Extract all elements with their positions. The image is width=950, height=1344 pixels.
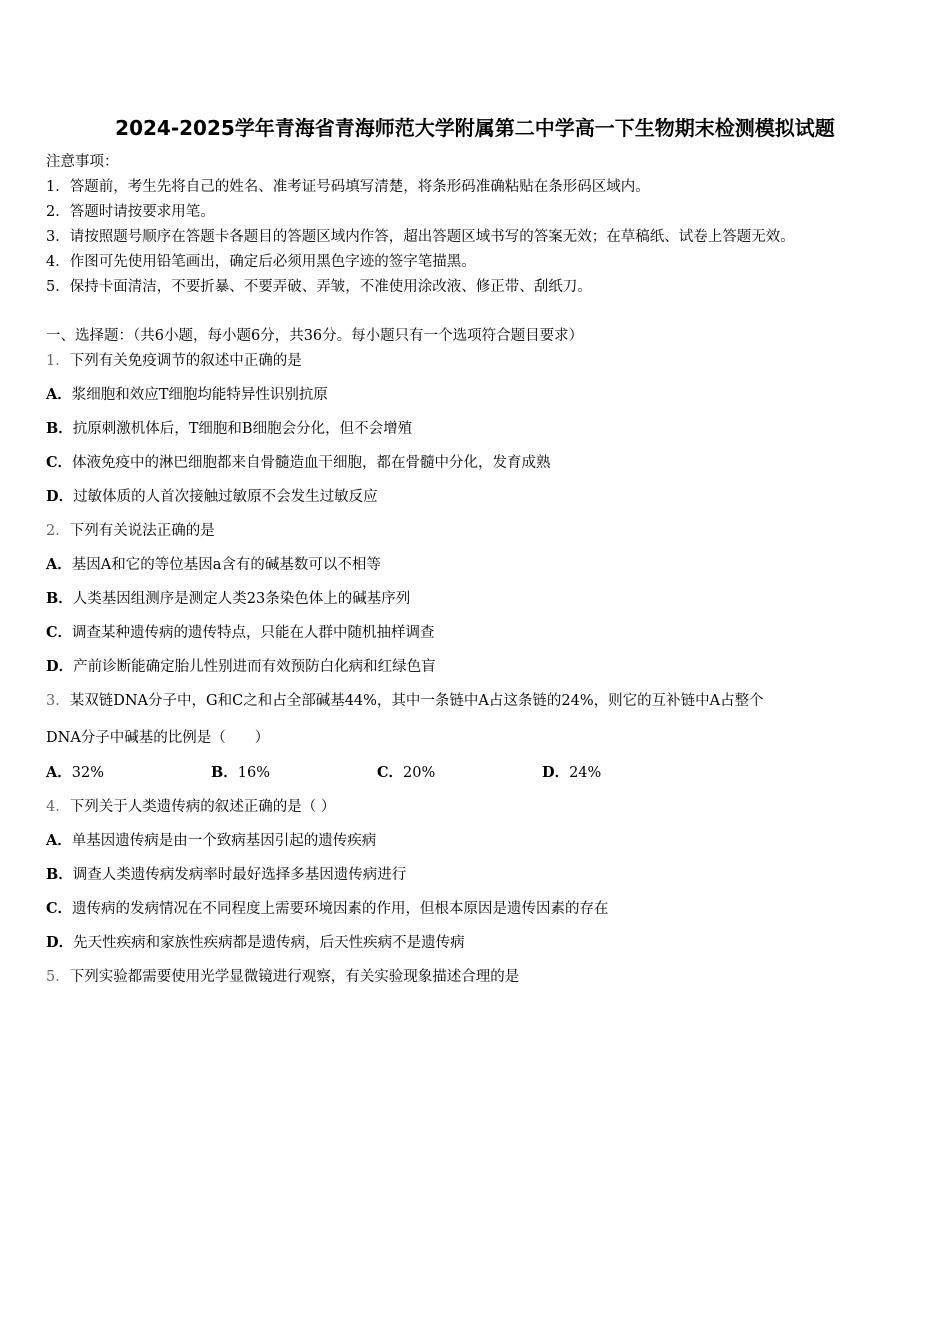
option-text: 24% bbox=[569, 765, 602, 781]
option-letter: D． bbox=[46, 658, 74, 675]
option-text: 遗传病的发病情况在不同程度上需要环境因素的作用，但根本原因是遗传因素的存在 bbox=[72, 901, 609, 917]
option-text: 单基因遗传病是由一个致病基因引起的遗传疾病 bbox=[71, 833, 377, 849]
option-row bbox=[46, 899, 609, 919]
option-letter: B． bbox=[211, 764, 238, 781]
option-text: 调查某种遗传病的遗传特点，只能在人群中随机抽样调查 bbox=[72, 625, 435, 641]
option-letter: D． bbox=[46, 934, 74, 951]
question-number: 4． bbox=[46, 799, 70, 815]
option-row bbox=[46, 589, 410, 609]
option-text: 体液免疫中的淋巴细胞都来自骨髓造血干细胞，都在骨髓中分化，发育成熟 bbox=[72, 455, 551, 471]
option-letter: C． bbox=[46, 624, 73, 641]
option-a bbox=[46, 763, 104, 783]
question-stem: 下列实验都需要使用光学显微镜进行观察，有关实验现象描述合理的是 bbox=[69, 969, 520, 985]
option-row bbox=[46, 657, 436, 677]
option-text: 过敏体质的人首次接触过敏原不会发生过敏反应 bbox=[73, 489, 378, 505]
notice-item: 5．保持卡面清洁，不要折暴、不要弄破、弄皱，不准使用涂改液、修正带、刮纸刀。 bbox=[46, 279, 592, 295]
question-4 bbox=[46, 797, 335, 817]
notice-heading: 注意事项： bbox=[46, 154, 119, 170]
option-text: 浆细胞和效应T细胞均能特异性识别抗原 bbox=[71, 387, 328, 403]
question-stem: 某双链DNA分子中，G和C之和占全部碱基44%，其中一条链中A占这条链的24%，则它的互补链中A占整个 bbox=[69, 693, 764, 709]
question-stem: 下列关于人类遗传病的叙述正确的是（ ） bbox=[69, 799, 336, 815]
question-number: 5． bbox=[46, 969, 70, 985]
option-text: 调查人类遗传病发病率时最好选择多基因遗传病进行 bbox=[72, 867, 407, 883]
option-row bbox=[46, 385, 328, 405]
page-title: 2024-2025学年青海省青海师范大学附属第二中学高一下生物期末检测模拟试题 bbox=[115, 116, 835, 140]
question-stem-continued: DNA分子中碱基的比例是（ ） bbox=[46, 730, 270, 746]
option-letter: A． bbox=[46, 556, 72, 573]
option-row bbox=[46, 865, 406, 885]
option-text: 产前诊断能确定胎儿性别进而有效预防白化病和红绿色盲 bbox=[73, 659, 436, 675]
option-text: 16% bbox=[237, 765, 270, 781]
question-number: 1． bbox=[46, 353, 70, 369]
option-letter: B． bbox=[46, 866, 73, 883]
question-1 bbox=[46, 351, 302, 371]
option-row bbox=[46, 831, 376, 851]
option-text: 基因A和它的等位基因a含有的碱基数可以不相等 bbox=[71, 557, 381, 573]
option-letter: A． bbox=[46, 832, 72, 849]
option-letter: B． bbox=[46, 420, 73, 437]
option-letter: A． bbox=[46, 386, 72, 403]
question-number: 2． bbox=[46, 523, 70, 539]
option-letter: D． bbox=[46, 488, 74, 505]
question-number: 3． bbox=[46, 693, 70, 709]
option-letter: C． bbox=[46, 900, 73, 917]
notice-item: 3．请按照题号顺序在答题卡各题目的答题区域内作答，超出答题区域书写的答案无效；在草稿纸、试卷上答题无效。 bbox=[46, 229, 795, 245]
notice-item: 2．答题时请按要求用笔。 bbox=[46, 204, 215, 220]
option-row bbox=[46, 487, 378, 507]
option-letter: C． bbox=[46, 454, 73, 471]
option-text: 人类基因组测序是测定人类23条染色体上的碱基序列 bbox=[72, 591, 411, 607]
option-letter: C． bbox=[377, 764, 404, 781]
option-text: 先天性疾病和家族性疾病都是遗传病，后天性疾病不是遗传病 bbox=[73, 935, 465, 951]
option-letter: D． bbox=[542, 764, 570, 781]
notice-item: 4．作图可先使用铅笔画出，确定后必须用黑色字迹的签字笔描黑。 bbox=[46, 254, 476, 270]
option-text: 32% bbox=[71, 765, 104, 781]
option-row bbox=[46, 933, 465, 953]
option-d bbox=[542, 763, 601, 783]
option-letter: A． bbox=[46, 764, 72, 781]
option-text: 20% bbox=[403, 765, 436, 781]
option-row bbox=[46, 453, 551, 473]
option-row bbox=[46, 623, 435, 643]
option-row bbox=[46, 555, 381, 575]
question-stem: 下列有关说法正确的是 bbox=[69, 523, 215, 539]
option-row bbox=[46, 419, 412, 439]
question-5 bbox=[46, 967, 519, 987]
question-2 bbox=[46, 521, 215, 541]
section-heading: 一、选择题：（共6小题，每小题6分，共36分。每小题只有一个选项符合题目要求） bbox=[46, 328, 584, 344]
option-c bbox=[377, 763, 435, 783]
notice-item: 1．答题前，考生先将自己的姓名、准考证号码填写清楚，将条形码准确粘贴在条形码区域内。 bbox=[46, 179, 650, 195]
option-b bbox=[211, 763, 270, 783]
option-text: 抗原刺激机体后，T细胞和B细胞会分化，但不会增殖 bbox=[72, 421, 413, 437]
question-3 bbox=[46, 691, 764, 711]
question-stem: 下列有关免疫调节的叙述中正确的是 bbox=[69, 353, 302, 369]
option-letter: B． bbox=[46, 590, 73, 607]
option-row-inline bbox=[46, 763, 906, 783]
